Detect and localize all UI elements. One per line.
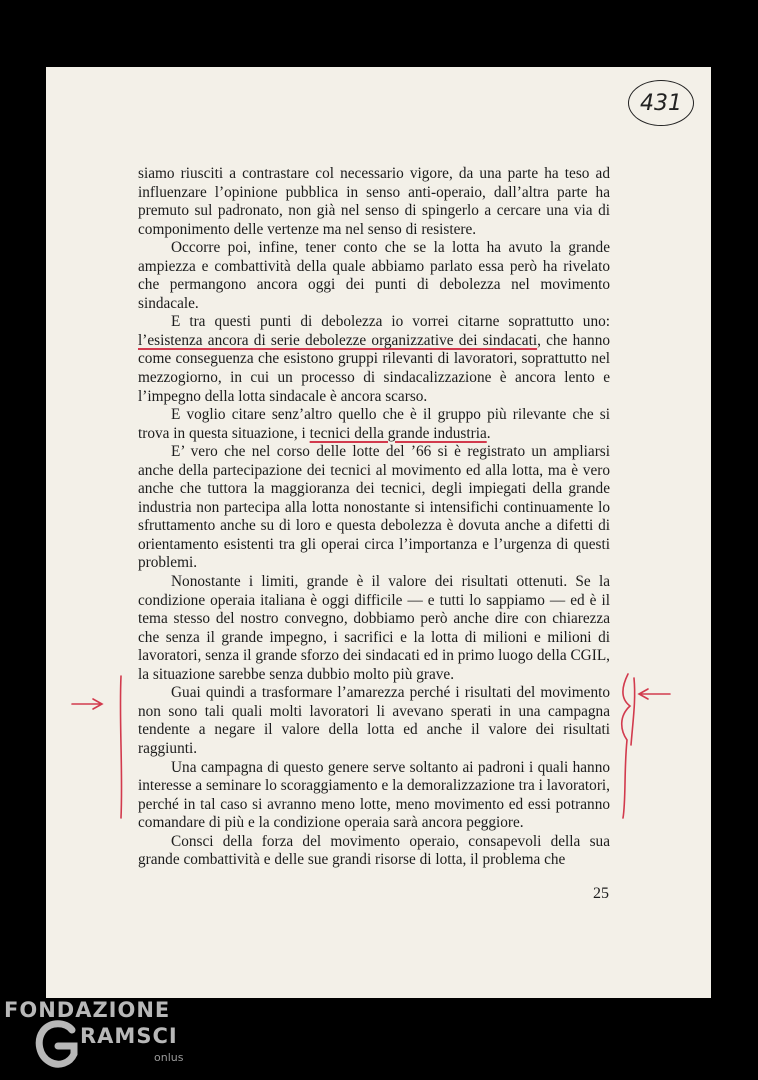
paragraph-4-before: E voglio citare senz’altro quello che è il gruppo più rilevante che si trova in questa situazione, i [138,406,610,442]
paragraph-7: Guai quindi a trasformare l’amarezza perché i risultati del movimento non sono tali quali molti lavoratori li avevano sperati in una campagna tendente a negare il valore della lotta ed anche il valore dei risultati raggiunti. [138,684,610,757]
watermark-line1: FONDAZIONE [4,998,171,1022]
left-margin-arrow [72,699,102,709]
paragraph-3-before: E tra questi punti di debolezza io vorrei citarne soprattutto uno: [171,313,610,331]
paragraph-3-after: , che hanno come conseguenza che esistono gruppi rilevanti di lavoratori, soprattutto nel mezzogiorno, in cui un processo di sindacalizzazione è ancora lento e l’impegno della lotta sindacale è ancora scarso. [138,331,610,405]
left-margin-bar [120,676,121,818]
page-number: 25 [593,885,609,902]
watermark-line3: onlus [154,1051,184,1064]
paragraph-8: Una campagna di questo genere serve soltanto ai padroni i quali hanno interesse a seminare lo scoraggiamento e la demoralizzazione tra i lavoratori, perché in tal caso si avranno meno lotte, meno movimento ed essi potranno comandare di più e la condizione operaia sarà ancora peggiore. [138,758,610,832]
right-margin-bracket-2 [631,678,635,745]
right-margin-bracket [622,674,630,818]
paragraph-2: Occorre poi, infine, tener conto che se la lotta ha avuto la grande ampiezza e combattività della quale abbiamo parlato essa però ha rivelato che permangono ancora oggi dei punti di debolezza nel movimento sindacale. [138,239,610,312]
watermark-line2: RAMSCI [80,1024,178,1048]
underlined-phrase-2: tecnici della grande industria [309,424,487,442]
paragraph-5: E’ vero che nel corso delle lotte del ’66 si è registrato un ampliarsi anche della partecipazione dei tecnici al movimento ed alla lotta, ma è vero anche che tuttora la maggioranza dei tecnici, degli impiegati della grande industria non partecipa alla lotta nonostante si intensifichi continuamente lo sfruttamento anche su di loro e questa debolezza è dovuta anche a difetti di orientamento esistenti tra gli operai circa l’importanza e l’urgenza di questi problemi. [138,443,610,572]
paragraph-4-after: . [486,424,491,442]
paragraph-9: Consci della forza del movimento operaio, consapevoli della sua grande combattività e delle sue grandi risorse di lotta, il problema che [138,832,610,869]
underlined-phrase-1: l’esistenza ancora di serie debolezze organizzative dei sindacati [138,331,538,349]
fondazione-gramsci-watermark [4,996,194,1078]
right-margin-arrow [639,689,670,699]
paragraph-1: siamo riusciti a contrastare col necessario vigore, da una parte ha teso ad influenzare l’opinione pubblica in senso anti-operaio, dall’altra parte ha premuto sul padronato, non già nel senso di spingerlo a cercare una via di componimento delle vertenze ma nel senso di resistere. [138,165,610,238]
gramsci-g-icon [34,1018,80,1068]
archive-stamp-number: 431 [640,90,682,116]
paragraph-6: Nonostante i limiti, grande è il valore dei risultati ottenuti. Se la condizione operaia italiana è oggi difficile — e tutti lo sappiamo — ed è il tema stesso del nostro convegno, dobbiamo però anche dire con chiarezza che senza il grande impegno, i sacrifici e la lotta di milioni e milioni di lavoratori, senza il grande sforzo dei sindacati ed in primo luogo della CGIL, la situazione sarebbe senza dubbio molto più grave. [138,573,610,683]
